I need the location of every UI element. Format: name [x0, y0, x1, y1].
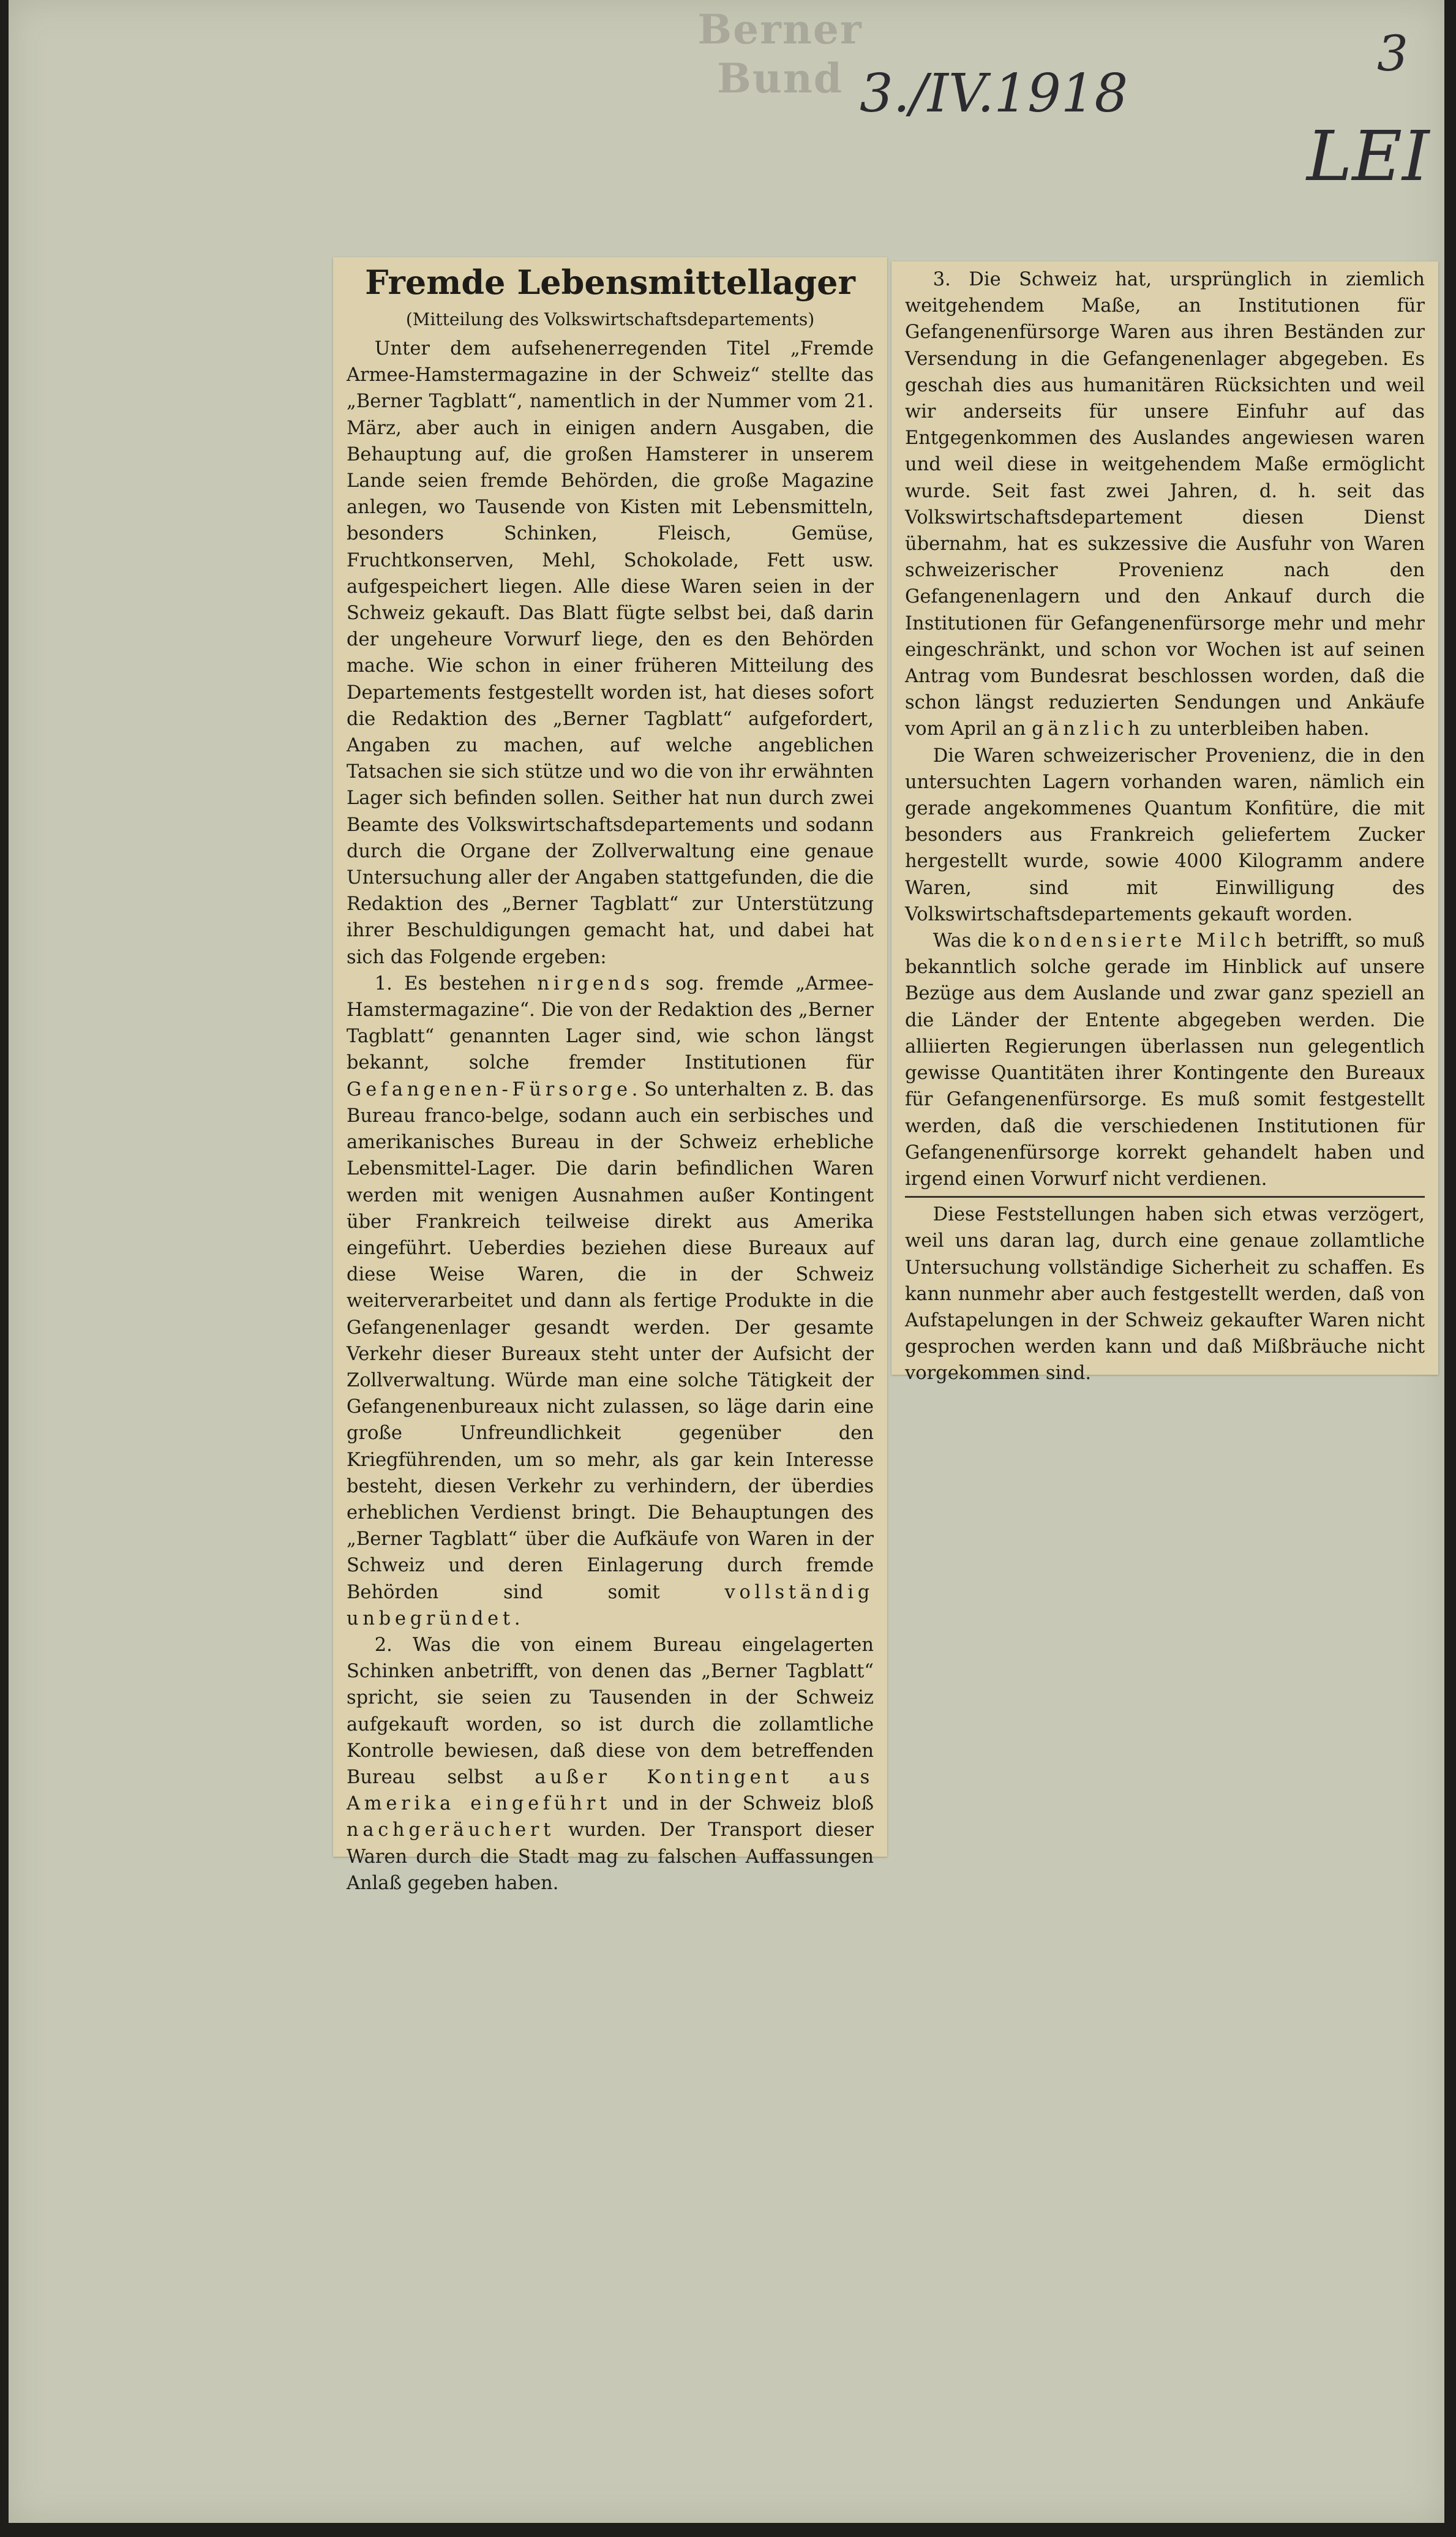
paragraph-point-3: 3. Die Schweiz hat, ursprünglich in ziemlich weitgehendem Maße, an Institutionen für Gefangenenfürsorge Waren aus ihren Beständen zur Versendung in die Gefangenenlager abgegeben. Es geschah dies aus humanitären Rücksichten und weil wir anderseits für unsere Einfuhr auf das Entgegenkommen des Auslandes angewiesen waren und weil diese in weitgehendem Maße ermöglicht wurde. Seit fast zwei Jahren, d. h. seit das Volkswirtschaftsdepartement diesen Dienst übernahm, hat es sukzessive die Ausfuhr von Waren schweizerischer Provenienz nach den Gefangenenlagern und den Ankauf durch die Institutionen für Gefangenenfürsorge mehr und mehr eingeschränkt, und schon vor Wochen ist auf seinen Antrag vom Bundesrat beschlossen worden, daß die schon längst reduzierten Sendungen und Ankäufe vom April an gänzlich zu unterbleiben haben. — [905, 269, 1425, 740]
paragraph-point-2: 2. Was die von einem Bureau eingelagerten Schinken anbetrifft, von denen das „Berner Tagblatt“ spricht, sie seien zu Tausenden in der Schweiz aufgekauft worden, so ist durch die zollamtliche Kontrolle bewiesen, daß diese von dem betreffenden Bureau selbst außer Kontingent aus Amerika eingeführt und in der Schweiz bloß nachgeräuchert wurden. Der Transport dieser Waren durch die Stadt mag zu falschen Auffassungen Anlaß gegeben haben. — [347, 1634, 874, 1894]
column-divider-rule — [905, 1196, 1425, 1198]
clipping-left-column — [333, 257, 887, 1894]
paragraph-conclusion: Diese Feststellungen haben sich etwas verzögert, weil uns daran lag, durch eine genaue zollamtliche Untersuchung vollständige Sicherheit zu schaffen. Es kann nunmehr aber auch festgestellt werden, daß von Aufstapelungen in der Schweiz gekaufter Waren nicht gesprochen werden kann und daß Mißbräuche nicht vorgekommen sind. — [905, 1204, 1425, 1385]
paragraph-point-1: 1. Es bestehen nirgends sog. fremde „Armee-Hamstermagazine“. Die von der Redaktion des „Berner Tagblatt“ genannten Lager sind, wie schon längst bekannt, solche fremder Institutionen für Gefangenen-Fürsorge. So unterhalten z. B. das Bureau franco-belge, sodann auch ein serbisches und amerikanisches Bureau in der Schweiz erhebliche Lebensmittel-Lager. Die darin befindlichen Waren werden mit wenigen Ausnahmen außer Kontingent über Frankreich teilweise direkt aus Amerika eingeführt. Ueberdies beziehen diese Bureaux auf diese Weise Waren, die in der Schweiz weiterverarbeitet und dann als fertige Produkte in die Gefangenenlager gesandt werden. Der gesamte Verkehr dieser Bureaux steht unter der Aufsicht der Zollverwaltung. Würde man eine solche Tätigkeit der Gefangenenbureaux nicht zulassen, so läge darin eine große Unfreundlichkeit gegenüber den Kriegführenden, um so mehr, als gar kein Interesse besteht, diesen Verkehr zu verhindern, der überdies erheblichen Verdienst bringt. Die Behauptungen des „Berner Tagblatt“ über die Aufkäufe von Waren in der Schweiz und deren Einlagerung durch fremde Behörden sind somit vollständig unbegründet. — [347, 972, 874, 1629]
handwritten-reference-mark: LEI — [1307, 117, 1430, 197]
paragraph-swiss-goods: Die Waren schweizerischer Provenienz, die in den untersuchten Lagern vorhanden waren, nämlich ein gerade angekommenes Quantum Konfitüre, die mit besonders aus Frankreich geliefertem Zucker hergestellt wurde, sowie 4000 Kilogramm andere Waren, sind mit Einwilligung des Volkswirtschaftsdepartements gekauft worden. — [905, 745, 1425, 925]
article-headline: Fremde Lebensmittellager — [365, 263, 855, 302]
newspaper-source-stamp: Berner Bund — [697, 6, 863, 102]
left-column-text — [347, 336, 874, 1896]
article-subtitle: (Mitteilung des Volkswirtschaftsdepartements) — [405, 309, 815, 329]
clipping-right-column — [891, 261, 1438, 1385]
handwritten-page-number: 3 — [1377, 25, 1408, 82]
right-column-text — [905, 266, 1425, 1387]
archive-sheet — [9, 0, 1444, 2523]
paragraph-condensed-milk: Was die kondensierte Milch betrifft, so muß bekanntlich solche gerade im Hinblick auf unsere Bezüge aus dem Auslande und zwar ganz speziell an die Länder der Entente abgegeben werden. Die alliierten Regierungen überlassen nun gelegentlich gewisse Quantitäten ihrer Kontingente den Bureaux für Gefangenenfürsorge. Es muß somit festgestellt werden, daß die verschiedenen Institutionen für Gefangenenfürsorge korrekt gehandelt haben und irgend einen Vorwurf nicht verdienen. — [905, 930, 1425, 1190]
handwritten-date: 3./IV.1918 — [860, 63, 1128, 124]
paragraph-intro: Unter dem aufsehenerregenden Titel „Fremde Armee-Hamstermagazine in der Schweiz“ stellte das „Berner Tagblatt“, namentlich in der Nummer vom 21. März, aber auch in einigen andern Ausgaben, die Behauptung auf, die großen Hamsterer in unserem Lande seien fremde Behörden, die große Magazine anlegen, wo Tausende von Kisten mit Lebensmitteln, besonders Schinken, Fleisch, Gemüse, Fruchtkonserven, Mehl, Schokolade, Fett usw. aufgespeichert liegen. Alle diese Waren seien in der Schweiz gekauft. Das Blatt fügte selbst bei, daß darin der ungeheure Vorwurf liege, den es den Behörden mache. Wie schon in einer früheren Mitteilung des Departements festgestellt worden ist, hat dieses sofort die Redaktion des „Berner Tagblatt“ aufgefordert, Angaben zu machen, auf welche angeblichen Tatsachen sie sich stütze und wo die von ihr erwähnten Lager sich befinden sollen. Seither hat nun durch zwei Beamte des Volkswirtschaftsdepartements und sodann durch die Organe der Zollverwaltung eine genaue Untersuchung aller der Angaben stattgefunden, die die Redaktion des „Berner Tagblatt“ zur Unterstützung ihrer Beschuldigungen gemacht hat, und dabei hat sich das Folgende ergeben: — [347, 338, 874, 968]
